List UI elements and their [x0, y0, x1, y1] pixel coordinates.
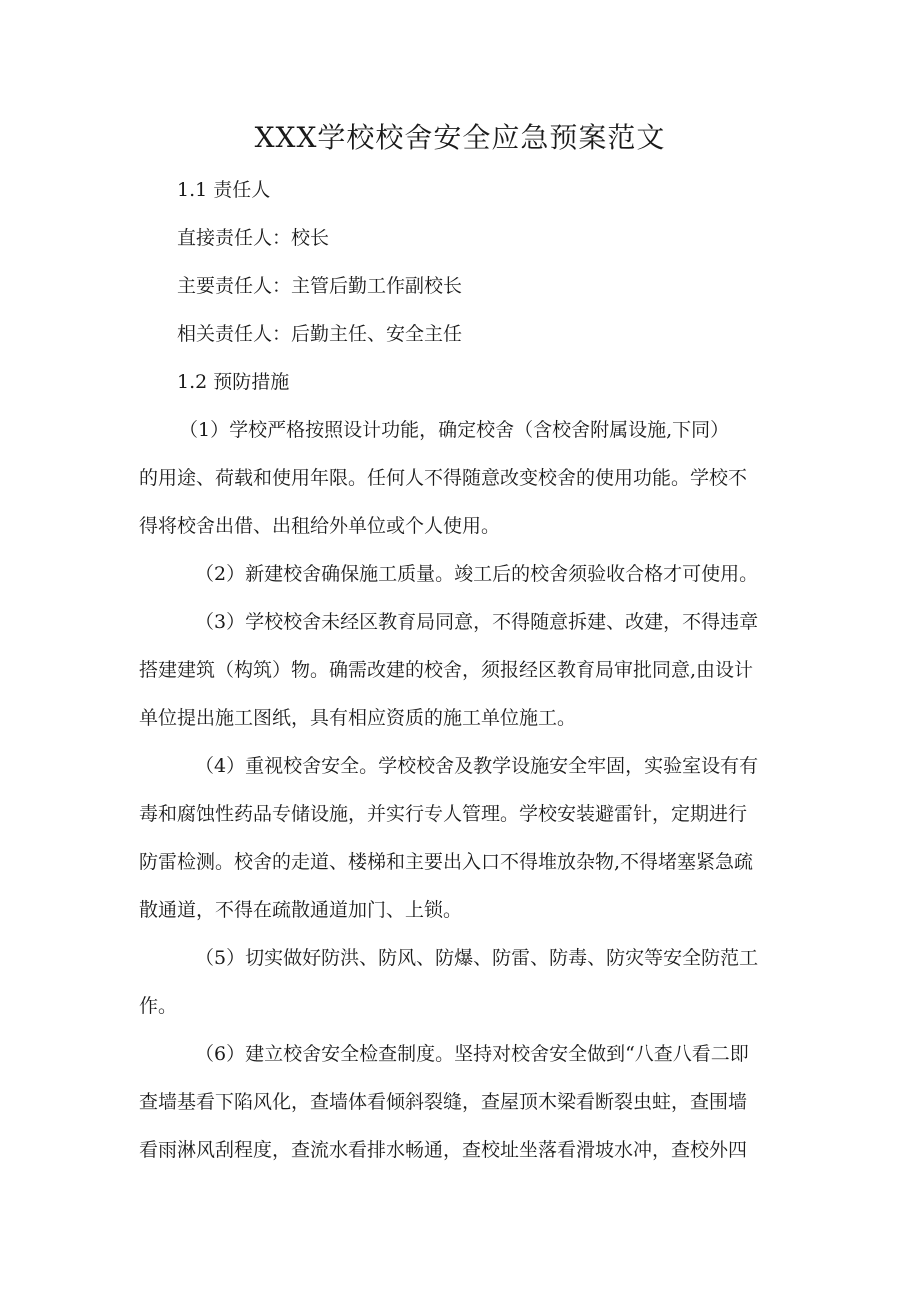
paragraph-line: 散通道，不得在疏散通道加门、上锁。 — [139, 899, 463, 921]
paragraph-line: 的用途、荷载和使用年限。任何人不得随意改变校舍的使用功能。学校不 — [139, 467, 748, 489]
section-heading: 1.2 预防措施 — [177, 371, 290, 393]
paragraph-line: （1）学校严格按照设计功能，确定校舍（含校舍附属设施,下同） — [179, 419, 730, 441]
paragraph-line: （6）建立校舍安全检查制度。坚持对校舍安全做到“八查八看二即 — [195, 1043, 749, 1065]
document-title: XXX学校校舍安全应急预案范文 — [254, 121, 666, 154]
paragraph-line: 防雷检测。校舍的走道、楼梯和主要出入口不得堆放杂物,不得堵塞紧急疏 — [139, 851, 754, 873]
paragraph-line: 搭建建筑（构筑）物。确需改建的校舍，须报经区教育局审批同意,由设计 — [139, 659, 754, 681]
paragraph-line: 查墙基看下陷风化，查墙体看倾斜裂缝，查屋顶木梁看断裂虫蛀，查围墙 — [139, 1091, 748, 1113]
section-heading: 1.1 责任人 — [177, 179, 271, 201]
paragraph-line: 相关责任人：后勤主任、安全主任 — [177, 323, 463, 345]
paragraph-line: 毒和腐蚀性药品专储设施，并实行专人管理。学校安装避雷针，定期进行 — [139, 803, 748, 825]
paragraph-line: （5）切实做好防洪、防风、防爆、防雷、防毒、防灾等安全防范工 — [195, 947, 759, 969]
paragraph-line: （3）学校校舍未经区教育局同意，不得随意拆建、改建，不得违章 — [195, 611, 759, 633]
paragraph-line: 单位提出施工图纸，具有相应资质的施工单位施工。 — [139, 707, 577, 729]
paragraph-line: （2）新建校舍确保施工质量。竣工后的校舍须验收合格才可使用。 — [195, 563, 759, 585]
paragraph-line: 主要责任人：主管后勤工作副校长 — [177, 275, 463, 297]
paragraph-line: 看雨淋风刮程度，查流水看排水畅通，查校址坐落看滑坡水冲，查校外四 — [139, 1139, 748, 1161]
document-body — [139, 166, 787, 1174]
paragraph-line: 直接责任人：校长 — [177, 227, 330, 249]
paragraph-line: （4）重视校舍安全。学校校舍及教学设施安全牢固，实验室设有有 — [195, 755, 759, 777]
paragraph-line: 得将校舍出借、出租给外单位或个人使用。 — [139, 515, 501, 537]
paragraph-line: 作。 — [139, 995, 178, 1017]
